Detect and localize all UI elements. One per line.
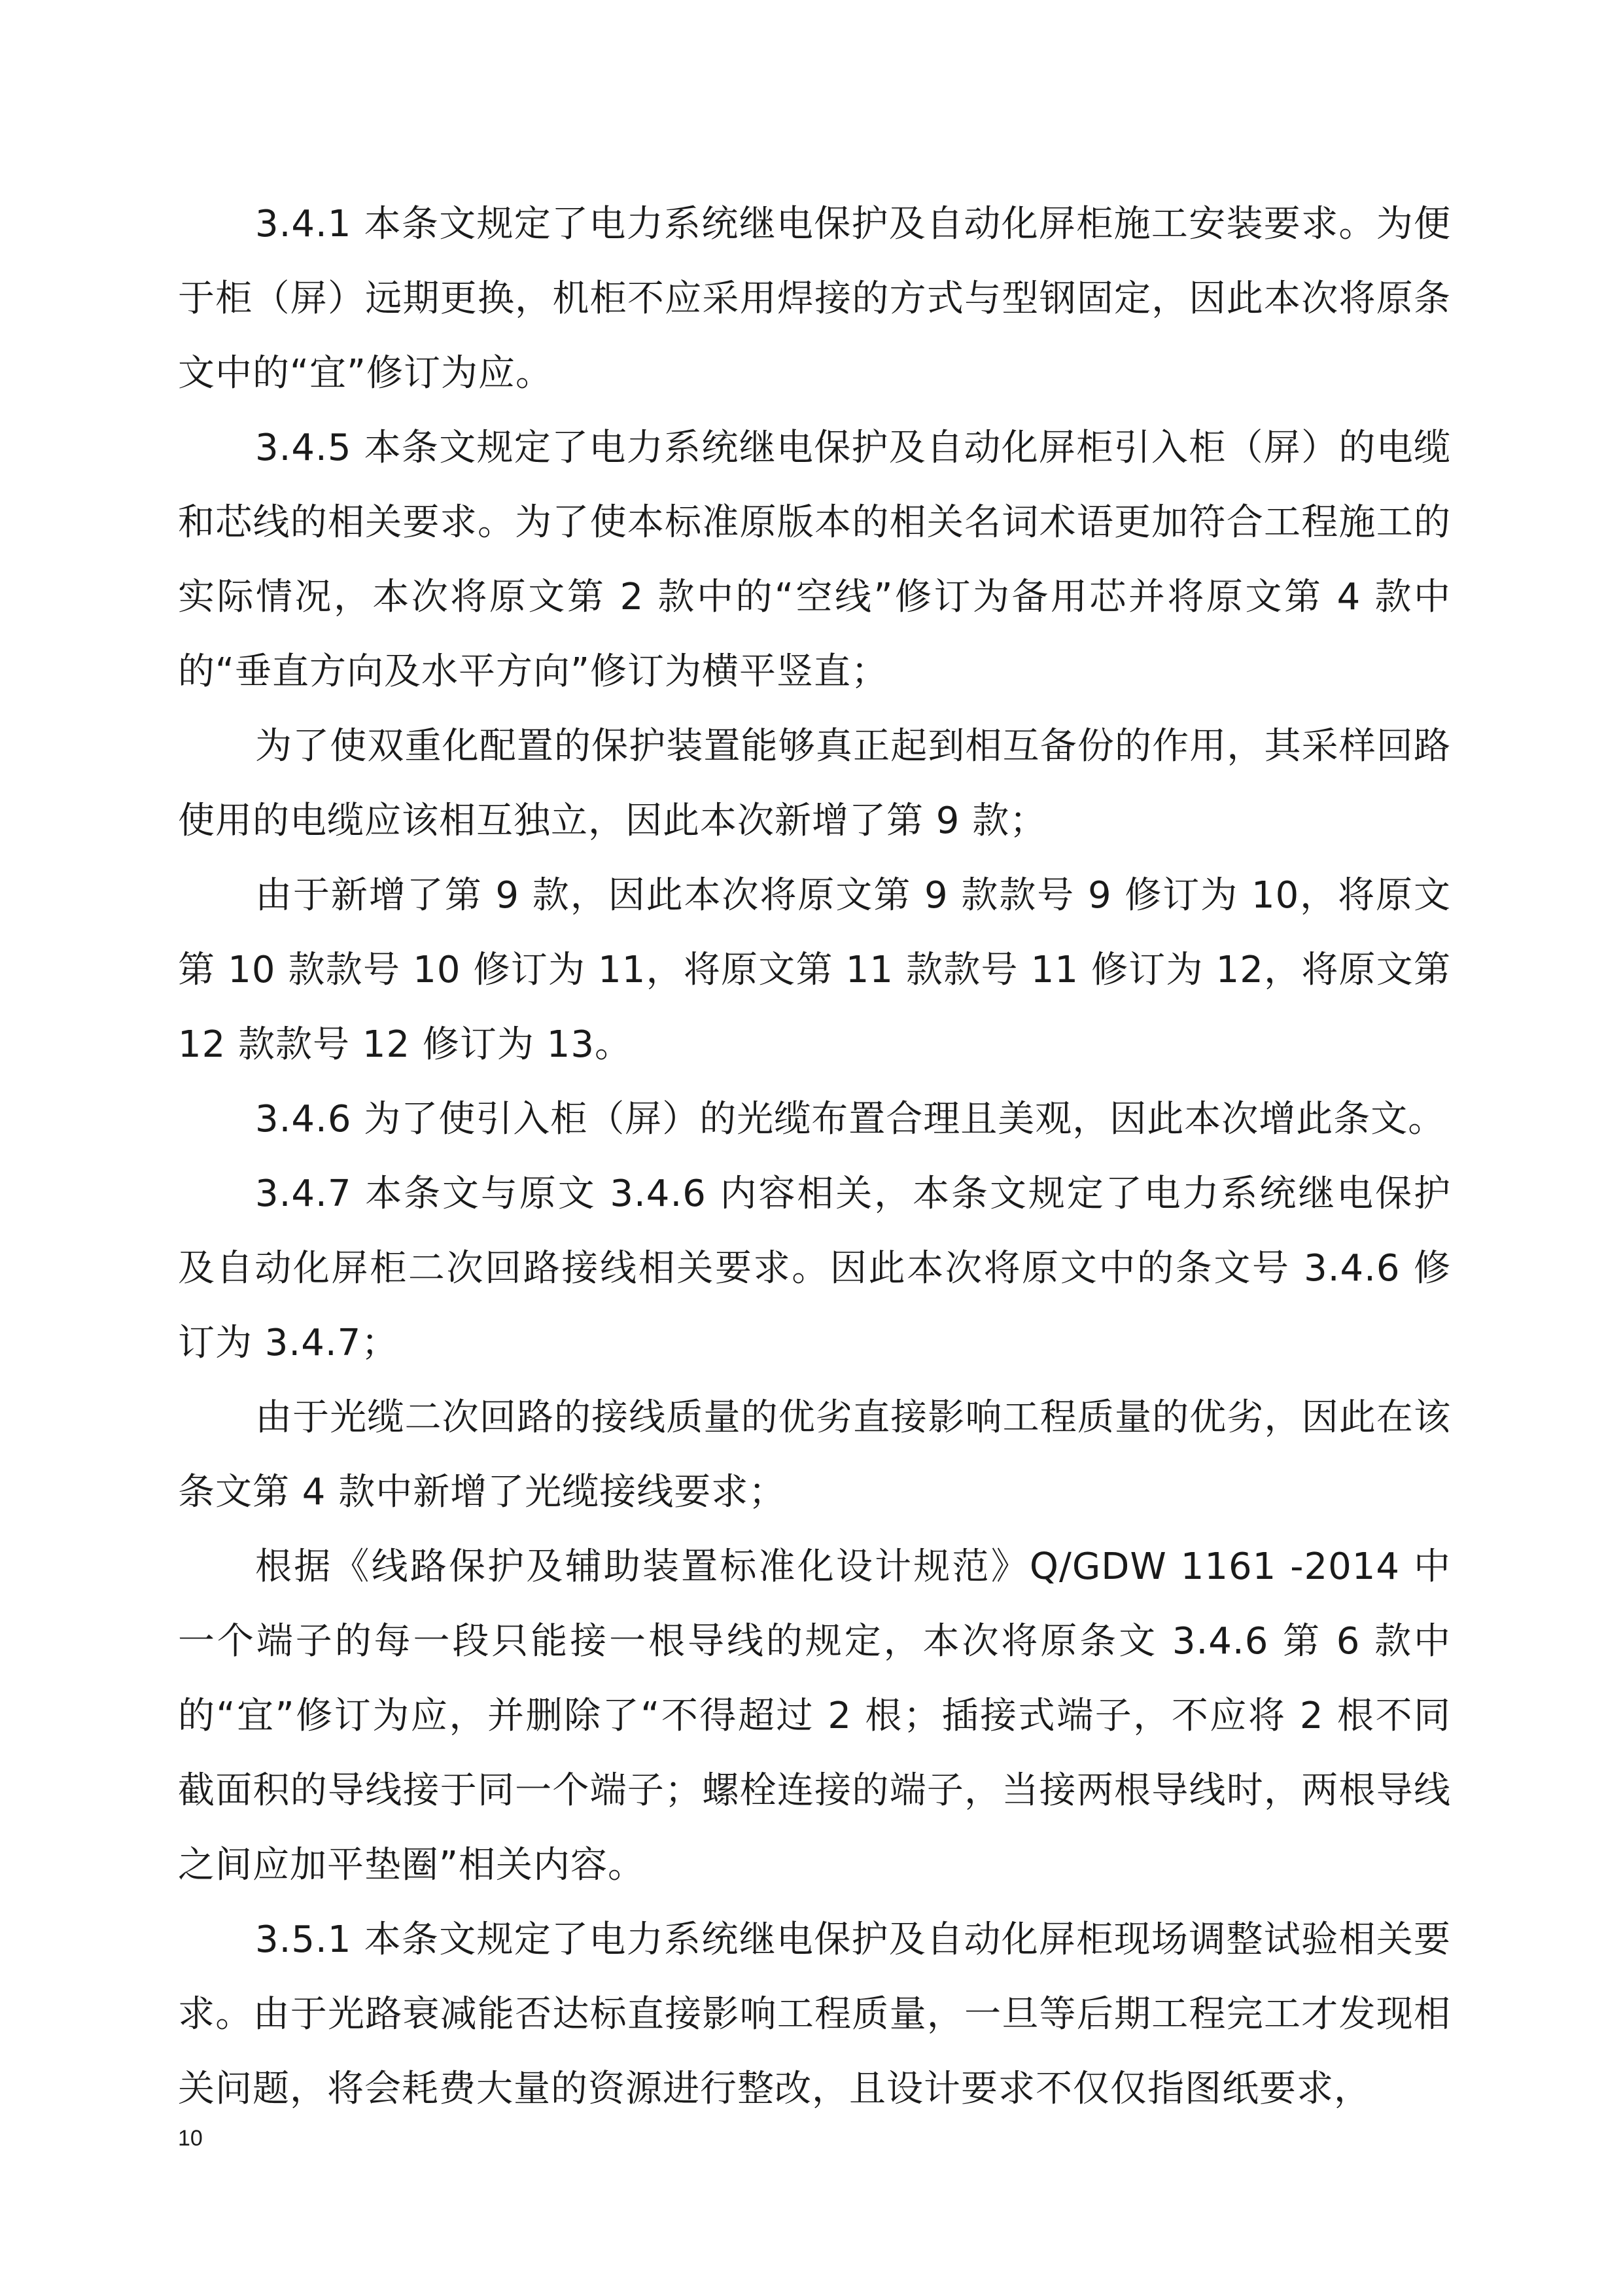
paragraph-renumbering: 由于新增了第 9 款，因此本次将原文第 9 款款号 9 修订为 10，将原文第 10 款款号 10 修订为 11，将原文第 11 款款号 11 修订为 12，将原文第 12 款款号 12 修订为 13。 [178,874,1451,1066]
paragraph-3-5-1: 3.5.1 本条文规定了电力系统继电保护及自动化屏柜现场调整试验相关要求。由于光路衰减能否达标直接影响工程质量，一旦等后期工程完工才发现相关问题，将会耗费大量的资源进行整改，且设计要求不仅仅指图纸要求， [178,1918,1451,2110]
page-number: 10 [178,2126,203,2151]
paragraph-dual-protection: 为了使双重化配置的保护装置能够真正起到相互备份的作用，其采样回路使用的电缆应该相互独立，因此本次新增了第 9 款； [178,725,1451,842]
paragraph-3-4-1: 3.4.1 本条文规定了电力系统继电保护及自动化屏柜施工安装要求。为便于柜（屏）远期更换，机柜不应采用焊接的方式与型钢固定，因此本次将原条文中的“宜”修订为应。 [178,203,1451,395]
document-body [178,187,1451,2127]
paragraph-3-4-5: 3.4.5 本条文规定了电力系统继电保护及自动化屏柜引入柜（屏）的电缆和芯线的相关要求。为了使本标准原版本的相关名词术语更加符合工程施工的实际情况，本次将原文第 2 款中的“空线”修订为备用芯并将原文第 4 款中的“垂直方向及水平方向”修订为横平竖直； [178,427,1452,693]
paragraph-3-4-6: 3.4.6 为了使引入柜（屏）的光缆布置合理且美观，因此本次增此条文。 [255,1098,1446,1140]
paragraph-terminal-wiring-rule: 根据《线路保护及辅助装置标准化设计规范》Q/GDW 1161 -2014 中一个端子的每一段只能接一根导线的规定，本次将原条文 3.4.6 第 6 款中的“宜”修订为应，并删除了“不得超过 2 根；插接式端子，不应将 2 根不同截面积的导线接于同一个端子；螺栓连接的端子，当接两根导线时，两根导线之间应加平垫圈”相关内容。 [178,1545,1451,1886]
paragraph-optical-cable-wiring: 由于光缆二次回路的接线质量的优劣直接影响工程质量的优劣，因此在该条文第 4 款中新增了光缆接线要求； [178,1396,1451,1513]
paragraph-3-4-7: 3.4.7 本条文与原文 3.4.6 内容相关，本条文规定了电力系统继电保护及自动化屏柜二次回路接线相关要求。因此本次将原文中的条文号 3.4.6 修订为 3.4.7； [178,1173,1451,1364]
